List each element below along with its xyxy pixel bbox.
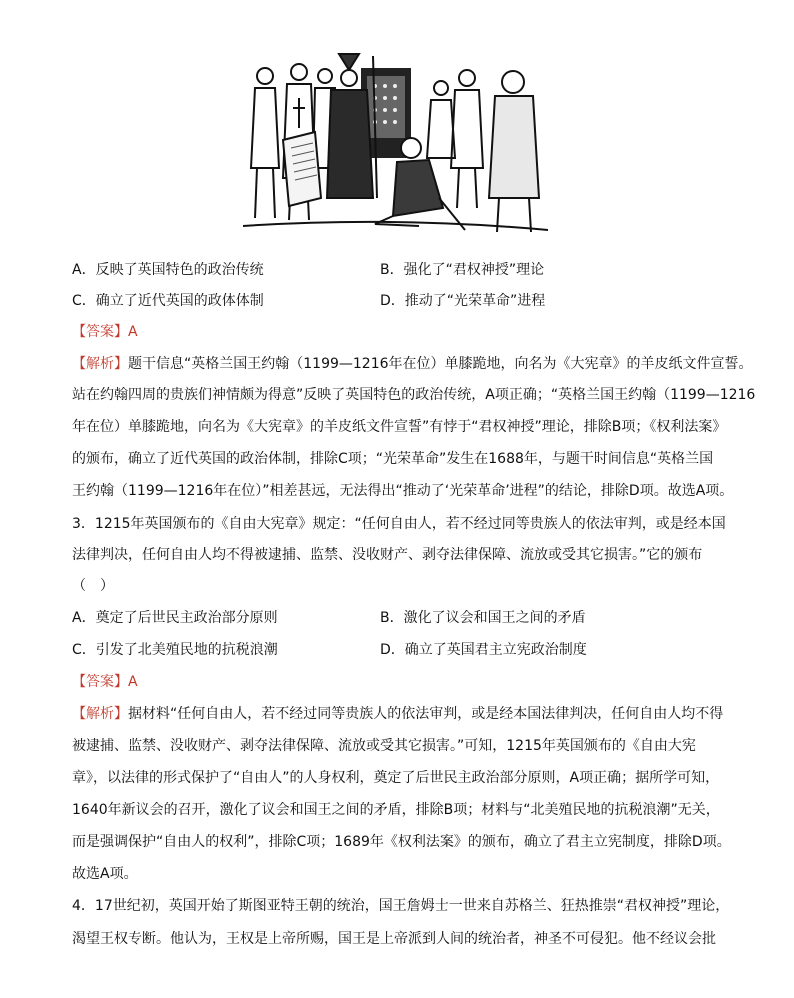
q3-option-c: C．引发了北美殖民地的抗税浪潮	[72, 642, 278, 658]
q4-stem-line: 渴望王权专断。他认为，王权是上帝所赐，国王是上帝派到人间的统治者，神圣不可侵犯。他不经议会批	[72, 931, 716, 947]
analysis-text: 据材料“任何自由人，若不经过同等贵族人的依法审判，或是经本国法律判决，任何自由人均不得	[128, 706, 724, 722]
q3-analysis-line: 被逮捕、监禁、没收财产、剥夺法律保障、流放或受其它损害。”可知，1215年英国颁布的《自由大宪	[72, 738, 696, 754]
q3-stem-line: 法律判决，任何自由人均不得被逮捕、监禁、没收财产、剥夺法律保障、流放或受其它损害。”它的颁布	[72, 547, 703, 563]
q3-stem-line: 3．1215年英国颁布的《自由大宪章》规定：“任何自由人，若不经过同等贵族人的依法审判，或是经本国	[72, 516, 726, 532]
q3-stem-blank: （ ）	[72, 578, 114, 594]
q3-option-b: B．激化了议会和国王之间的矛盾	[380, 610, 586, 626]
q3-analysis-line: 章》，以法律的形式保护了“自由人”的人身权利，奠定了后世民主政治部分原则，A项正确；据所学可知，	[72, 770, 720, 786]
answer-value: A	[128, 674, 138, 690]
analysis-tag: 【解析】	[72, 706, 128, 722]
answer-tag: 【答案】	[72, 674, 128, 690]
q2-analysis-line	[72, 353, 753, 373]
answer-value: A	[128, 324, 138, 340]
q4-stem-line: 4．17世纪初，英国开始了斯图亚特王朝的统治，国王詹姆士一世来自苏格兰、狂热推崇“君权神授”理论，	[72, 898, 730, 914]
analysis-tag: 【解析】	[72, 356, 128, 372]
q3-analysis-line: 1640年新议会的召开，激化了议会和国王之间的矛盾，排除B项；材料与“北美殖民地的抗税浪潮”无关，	[72, 802, 720, 818]
q2-option-b: B．强化了“君权神授”理论	[380, 262, 545, 278]
magna-carta-illustration	[243, 48, 548, 236]
q3-answer-row	[72, 671, 138, 691]
q3-analysis-line: 而是强调保护“自由人的权利”，排除C项；1689年《权利法案》的颁布，确立了君主立宪制度，排除D项。	[72, 834, 731, 850]
q2-analysis-line: 王约翰（1199—1216年在位）”相差甚远，无法得出“推动了‘光荣革命’进程”的结论，排除D项。故选A项。	[72, 483, 734, 499]
answer-tag: 【答案】	[72, 324, 128, 340]
q3-analysis-line: 故选A项。	[72, 866, 138, 882]
q3-option-a: A．奠定了后世民主政治部分原则	[72, 610, 278, 626]
q2-analysis-line: 的颁布，确立了近代英国的政治体制，排除C项；“光荣革命”发生在1688年，与题干时间信息“英格兰国	[72, 451, 714, 467]
q3-option-d: D．确立了英国君主立宪政治制度	[380, 642, 587, 658]
q2-analysis-line: 年在位）单膝跪地，向名为《大宪章》的羊皮纸文件宣誓”有悖于“君权神授”理论，排除B项；《权利法案》	[72, 419, 727, 435]
analysis-text: 题干信息“英格兰国王约翰（1199—1216年在位）单膝跪地，向名为《大宪章》的羊皮纸文件宣誓。	[128, 356, 753, 372]
q2-option-a: A．反映了英国特色的政治传统	[72, 262, 264, 278]
q2-analysis-line: 站在约翰四周的贵族们神情颇为得意”反映了英国特色的政治传统，A项正确；“英格兰国王约翰（1199—1216	[72, 387, 756, 403]
q3-analysis-line	[72, 703, 723, 723]
q2-answer-row	[72, 321, 138, 341]
q2-option-d: D．推动了“光荣革命”进程	[380, 293, 546, 309]
q2-option-c: C．确立了近代英国的政体体制	[72, 293, 264, 309]
